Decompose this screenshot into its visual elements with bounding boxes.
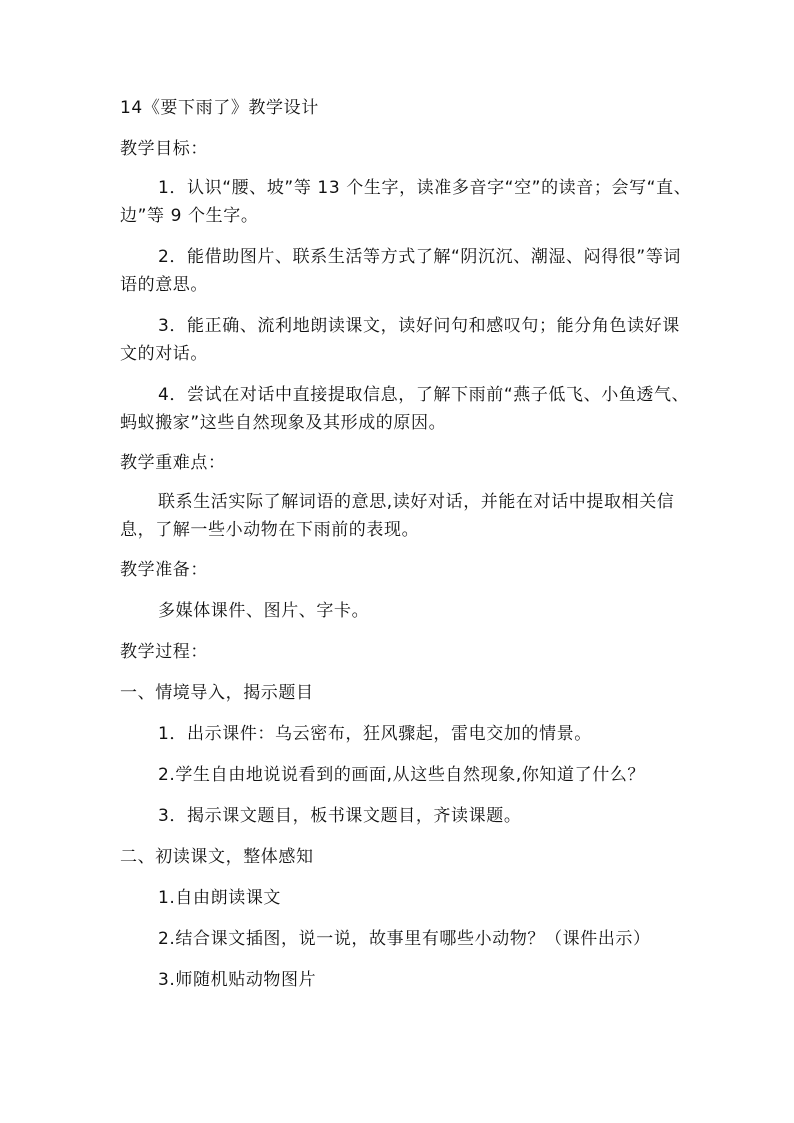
document-title: 14《要下雨了》教学设计	[120, 98, 319, 118]
part1-heading: 一、情境导入，揭示题目	[120, 683, 314, 703]
preparation-text: 多媒体课件、图片、字卡。	[158, 601, 370, 621]
part1-item: 3．揭示课文题目，板书课文题目，齐读课题。	[158, 806, 522, 826]
goals-heading: 教学目标：	[120, 139, 208, 159]
goal-item: 4．尝试在对话中直接提取信息，了解下雨前“燕子低飞、小鱼透气、蚂蚁搬家”这些自然现象及其形成的原因。	[120, 385, 690, 433]
process-heading: 教学过程：	[120, 642, 208, 662]
part2-heading: 二、初读课文，整体感知	[120, 847, 314, 867]
part1-item: 1．出示课件：乌云密布，狂风骤起，雷电交加的情景。	[158, 724, 592, 744]
part2-item: 3.师随机贴动物图片	[158, 970, 317, 990]
document-body	[120, 96, 695, 993]
goal-item: 2．能借助图片、联系生活等方式了解“阴沉沉、潮湿、闷得很”等词语的意思。	[120, 247, 682, 295]
key-points-text: 联系生活实际了解词语的意思,读好对话，并能在对话中提取相关信息，了解一些小动物在下雨前的表现。	[120, 492, 675, 540]
goal-item: 1．认识“腰、坡”等 13 个生字，读准多音字“空”的读音；会写“直、边”等 9 个生字。	[120, 178, 692, 226]
part2-item: 1.自由朗读课文	[158, 888, 282, 908]
preparation-heading: 教学准备：	[120, 560, 208, 580]
goal-item: 3．能正确、流利地朗读课文，读好问句和感叹句；能分角色读好课文的对话。	[120, 316, 680, 364]
key-points-heading: 教学重难点：	[120, 453, 226, 473]
part2-item: 2.结合课文插图，说一说，故事里有哪些小动物？（课件出示）	[158, 929, 651, 949]
part1-item: 2.学生自由地说说看到的画面,从这些自然现象,你知道了什么？	[158, 765, 646, 785]
